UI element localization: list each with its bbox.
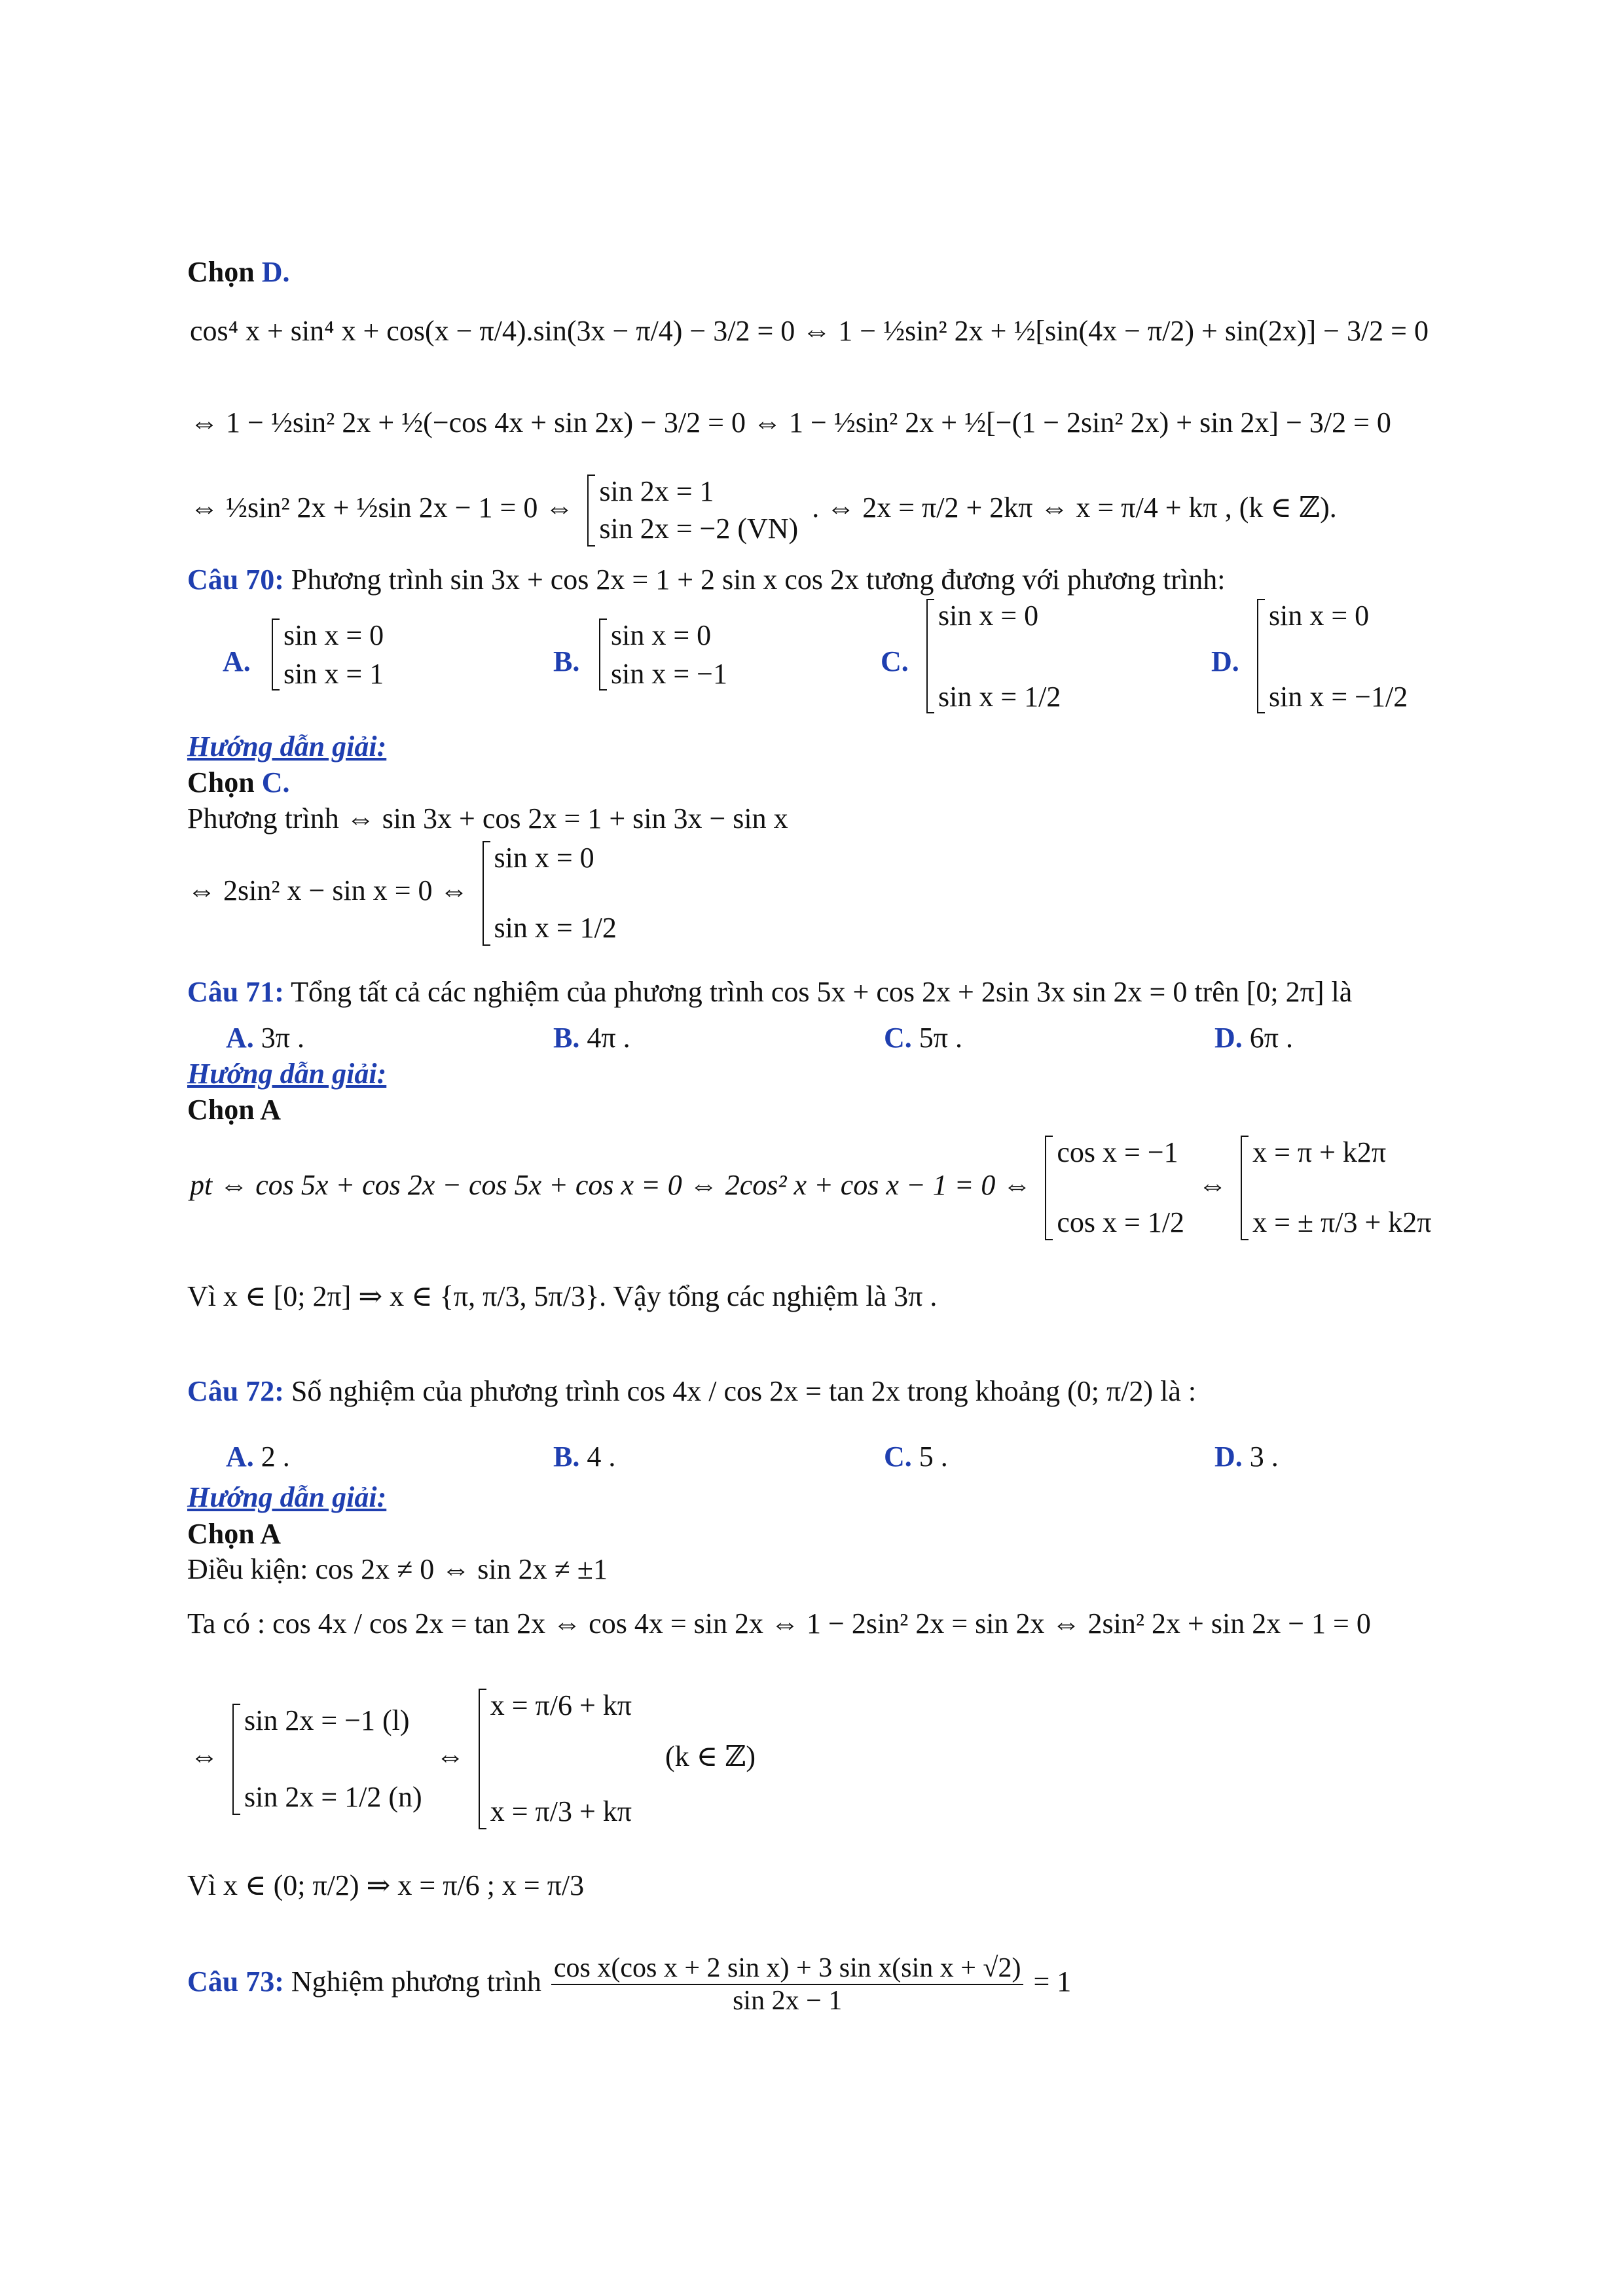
question-71: Câu 71: Tổng tất cả các nghiệm của phương trình cos 5x + cos 2x + 2sin 3x sin 2x = 0 trên [0; 2π] là (187, 976, 1353, 1008)
solution-72-line-1: Điều kiện: cos 2x ≠ 0 ⇔ sin 2x ≠ ±1 (187, 1553, 608, 1585)
option-d-72: D. 3 . (1214, 1441, 1279, 1473)
solution-72-line-4: Vì x ∈ (0; π/2) ⇒ x = π/6 ; x = π/3 (187, 1869, 585, 1901)
option-a-key: A. (223, 645, 251, 677)
option-c: sin x = 0 sin x = 1/2 (920, 599, 1067, 713)
solution-line-3: ⇔ ½sin² 2x + ½sin 2x − 1 = 0 ⇔ sin 2x = 1 sin 2x = −2 (VN) . ⇔ 2x = π/2 + 2kπ ⇔ x = π/4 + kπ , (k ∈ ℤ). (190, 475, 1337, 547)
equation-fraction: $\frac{\text{cos x(cos x + 2 sin x) + 3 sin x(sin x + √2)}}{\sin 2x - 1}$ (551, 1954, 1024, 2015)
guide-heading-71: Hướng dẫn giải: (187, 1058, 387, 1090)
option-c-71: C. 5π . (884, 1022, 962, 1054)
option-d-key: D. (1211, 645, 1239, 677)
option-a-72: A. 2 . (226, 1441, 290, 1473)
solution-72-line-3: ⇔ sin 2x = −1 (l) sin 2x = 1/2 (n) ⇔ x = π/6 + kπ x = π/3 + kπ (k ∈ ℤ) (190, 1689, 756, 1829)
solution-line-1: cos⁴ x + sin⁴ x + cos(x − π/4).sin(3x − π/4) − 3/2 = 0 ⇔ 1 − ½sin² 2x + ½[sin(4x − π/2) + sin(2x)] − 3/2 = 0 (190, 315, 1429, 347)
option-c-key: C. (881, 645, 909, 677)
solution-70-line-1: Phương trình ⇔ sin 3x + cos 2x = 1 + sin 3x − sin x (187, 802, 788, 834)
solution-70-line-2: ⇔ 2sin² x − sin x = 0 ⇔ sin x = 0 sin x = 1/2 (187, 841, 623, 946)
answer-line: Chọn D. (187, 256, 290, 288)
solution-line-2: ⇔ 1 − ½sin² 2x + ½(−cos 4x + sin 2x) − 3/2 = 0 ⇔ 1 − ½sin² 2x + ½[−(1 − 2sin² 2x) + sin 2x] − 3/2 = 0 (190, 406, 1391, 439)
option-c-72: C. 5 . (884, 1441, 948, 1473)
option-b: sin x = 0 sin x = −1 (593, 619, 734, 691)
answer-70: Chọn C. (187, 766, 290, 798)
answer-72: Chọn A (187, 1518, 282, 1550)
solution-72-line-2: Ta có : cos 4x / cos 2x = tan 2x ⇔ cos 4x = sin 2x ⇔ 1 − 2sin² 2x = sin 2x ⇔ 2sin² 2x + sin 2x − 1 = 0 (187, 1607, 1371, 1640)
guide-heading-70: Hướng dẫn giải: (187, 730, 387, 762)
question-73: Câu 73: Nghiệm phương trình $\frac{\text{cos x(cos x + 2 sin x) + 3 sin x(sin x + √2)}}{\sin 2x - 1}$ = 1 (187, 1953, 1072, 2017)
question-70: Câu 70: Phương trình sin 3x + cos 2x = 1 + 2 sin x cos 2x tương đương với phương trình: (187, 564, 1226, 596)
solution-71-line-1: pt ⇔ cos 5x + cos 2x − cos 5x + cos x = 0 ⇔ 2cos² x + cos x − 1 = 0 ⇔ cos x = −1 cos x = 1/2 ⇔ x = π + k2π x = ± π/3 + k2π (190, 1136, 1438, 1240)
option-d: sin x = 0 sin x = −1/2 (1250, 599, 1414, 713)
guide-heading-72: Hướng dẫn giải: (187, 1481, 387, 1513)
option-d-71: D. 6π . (1214, 1022, 1293, 1054)
option-a: sin x = 0 sin x = 1 (265, 619, 390, 691)
system-bracket: sin 2x = 1 sin 2x = −2 (VN) (587, 475, 798, 547)
option-b-key: B. (553, 645, 580, 677)
option-a-71: A. 3π . (226, 1022, 304, 1054)
option-b-71: B. 4π . (553, 1022, 630, 1054)
answer-71: Chọn A (187, 1094, 282, 1126)
solution-71-line-2: Vì x ∈ [0; 2π] ⇒ x ∈ {π, π/3, 5π/3}. Vậy tổng các nghiệm là 3π . (187, 1280, 938, 1312)
question-72: Câu 72: Số nghiệm của phương trình cos 4x / cos 2x = tan 2x trong khoảng (0; π/2) là : (187, 1375, 1197, 1407)
option-b-72: B. 4 . (553, 1441, 616, 1473)
